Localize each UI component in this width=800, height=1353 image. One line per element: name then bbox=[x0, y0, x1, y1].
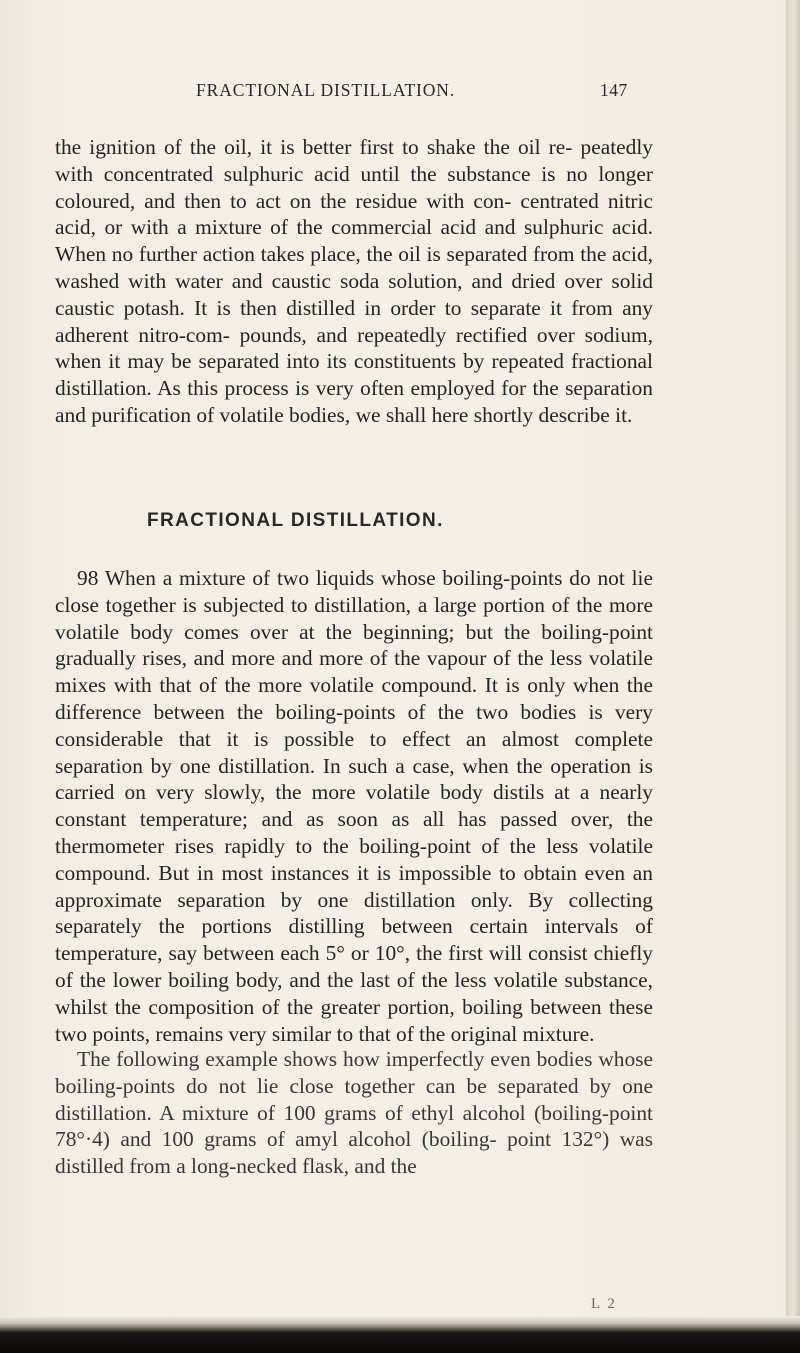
example-paragraph bbox=[55, 1046, 653, 1180]
page-edge-shadow bbox=[786, 0, 800, 1353]
continuation-paragraph bbox=[55, 134, 653, 429]
running-head bbox=[0, 80, 800, 106]
paragraph-text: the ignition of the oil, it is better first to shake the oil re- peatedly with concentrated sulphuric acid until the substance is no longer coloured, and then to act on the residue with con- centrated nitric acid, or with a mixture of the commercial acid and sulphuric acid. When no further action takes place, the oil is separated from the acid, washed with water and caustic soda solution, and dried over solid caustic potash. It is then distilled in order to separate it from any adherent nitro-com- pounds, and repeatedly rectified over sodium, when it may be separated into its constituents by repeated fractional distillation. As this process is very often employed for the separation and purification of volatile bodies, we shall here shortly describe it. bbox=[55, 135, 653, 427]
page-number: 147 bbox=[600, 80, 628, 100]
paragraph-text: The following example shows how imperfectly even bodies whose boiling-points do not lie close together can be separated by one distillation. A mixture of 100 grams of ethyl alcohol (boiling-point 78°·4) and 100 grams of amyl alcohol (boiling- point 132°) was distilled from a long-necked flask, and the bbox=[55, 1047, 653, 1179]
signature-mark: L 2 bbox=[591, 1296, 617, 1312]
section-heading: FRACTIONAL DISTILLATION. bbox=[147, 510, 444, 531]
section-98-paragraph bbox=[55, 565, 653, 1047]
running-head-title: FRACTIONAL DISTILLATION. bbox=[196, 80, 456, 100]
paragraph-text: 98 When a mixture of two liquids whose boiling-points do not lie close together is subjected to distillation, a large portion of the more volatile body comes over at the beginning; but the boiling-point gradually rises, and more and more of the vapour of the less volatile mixes with that of the more volatile compound. It is only when the difference between the boiling-points of the two bodies is very considerable that it is possible to effect an almost complete separation by one distillation. In such a case, when the operation is carried on very slowly, the more volatile body distils at a nearly constant temperature; and as soon as all has passed over, the thermometer rises rapidly to the boiling-point of the less volatile compound. But in most instances it is impossible to obtain even an approximate separation by one distillation only. By collecting separately the portions distilling between certain intervals of temperature, say between each 5° or 10°, the first will consist chiefly of the lower boiling body, and the last of the less volatile substance, whilst the composition of the greater portion, boiling between these two points, remains very similar to that of the original mixture. bbox=[55, 566, 653, 1046]
page-bottom-edge bbox=[0, 1316, 800, 1353]
